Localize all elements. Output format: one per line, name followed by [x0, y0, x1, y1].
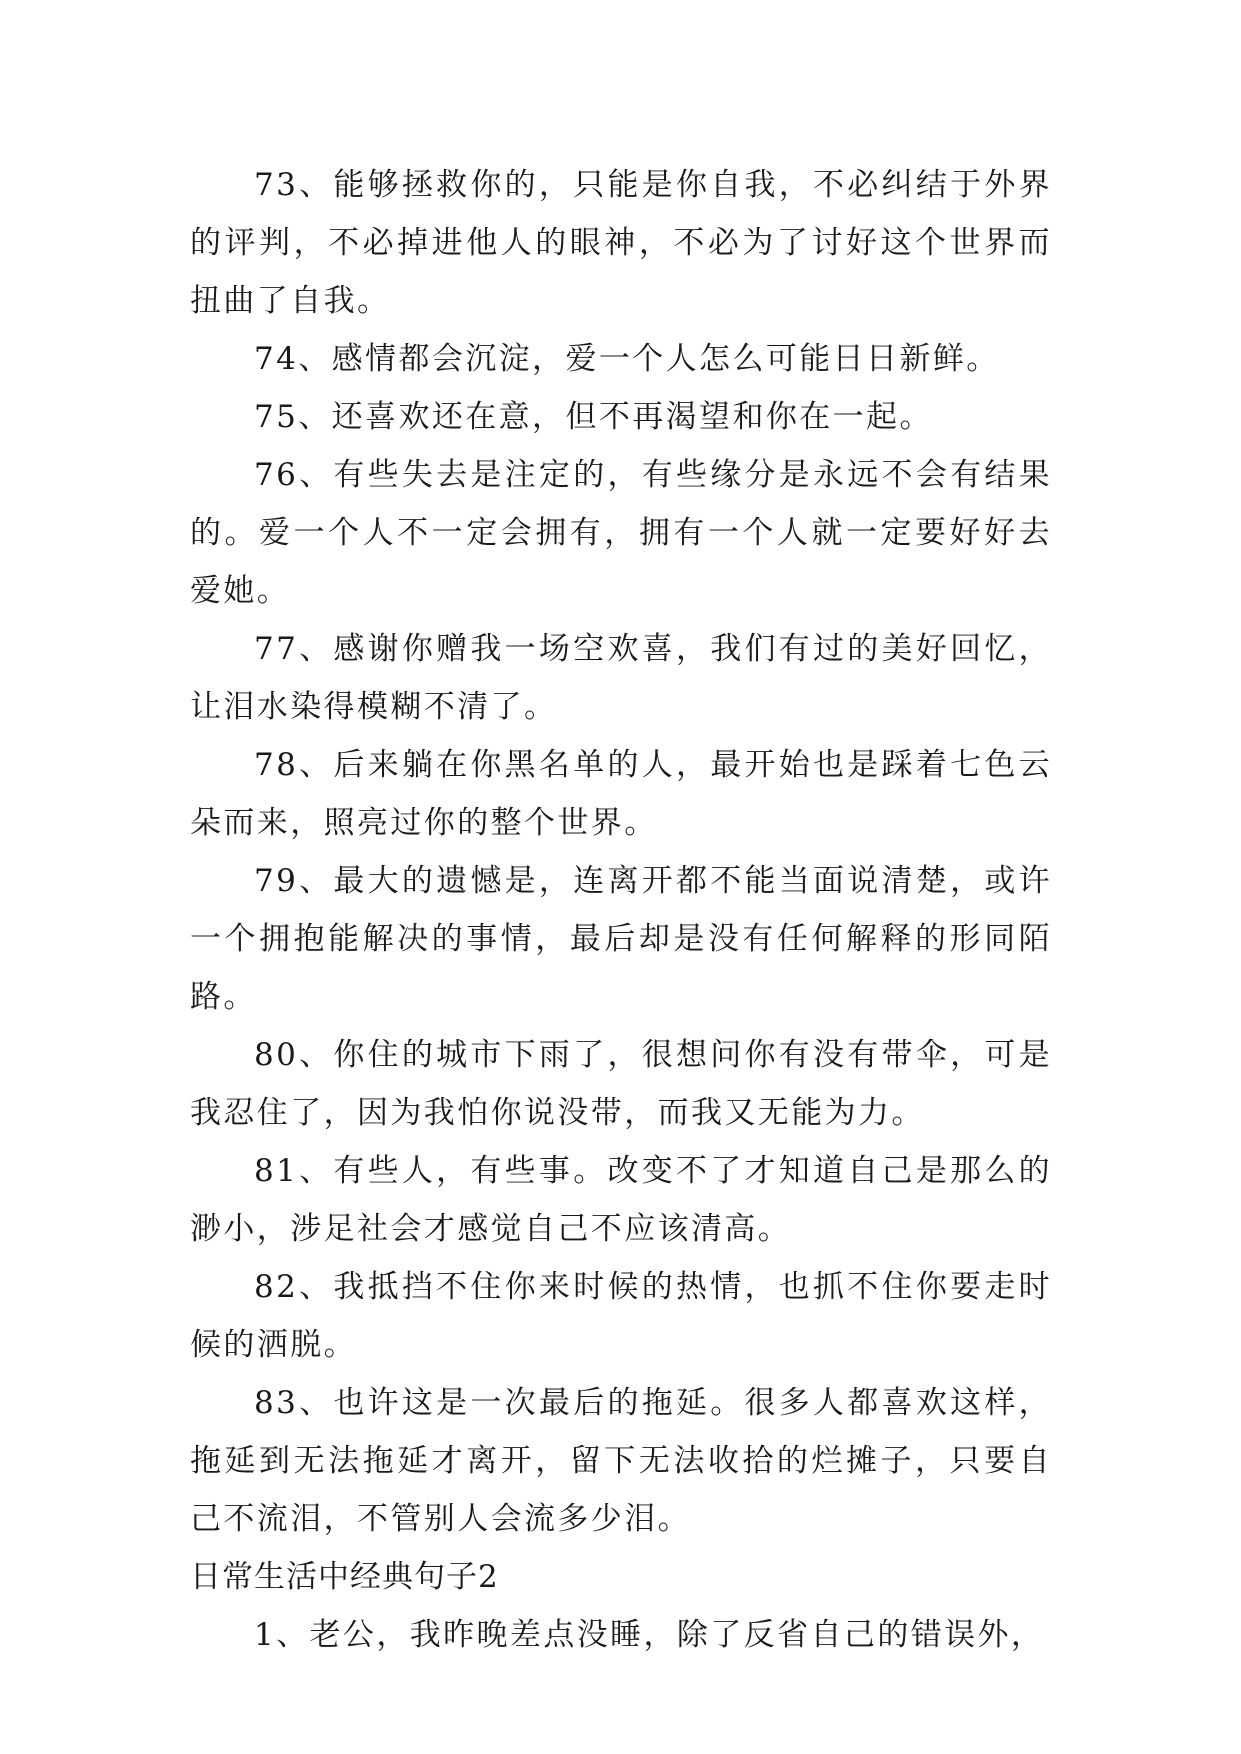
paragraph-80: 80、你住的城市下雨了，很想问你有没有带伞，可是我忍住了，因为我怕你说没带，而我又无能为力。	[190, 1037, 1052, 1131]
paragraph-79: 79、最大的遗憾是，连离开都不能当面说清楚，或许一个拥抱能解决的事情，最后却是没有任何解释的形同陌路。	[190, 863, 1052, 1015]
document-body	[190, 156, 1052, 1664]
paragraph-73: 73、能够拯救你的，只能是你自我，不必纠结于外界的评判，不必掉进他人的眼神，不必为了讨好这个世界而扭曲了自我。	[190, 167, 1052, 319]
section-paragraph-1: 1、老公，我昨晚差点没睡，除了反省自己的错误外，	[254, 1617, 1045, 1653]
section-heading: 日常生活中经典句子2	[190, 1559, 499, 1595]
paragraph-76: 76、有些失去是注定的，有些缘分是永远不会有结果的。爱一个人不一定会拥有，拥有一个人就一定要好好去爱她。	[190, 457, 1052, 609]
paragraph-74: 74、感情都会沉淀，爱一个人怎么可能日日新鲜。	[254, 341, 1000, 377]
paragraph-82: 82、我抵挡不住你来时候的热情，也抓不住你要走时候的洒脱。	[190, 1269, 1052, 1363]
paragraph-78: 78、后来躺在你黑名单的人，最开始也是踩着七色云朵而来，照亮过你的整个世界。	[190, 747, 1052, 841]
paragraph-83: 83、也许这是一次最后的拖延。很多人都喜欢这样，拖延到无法拖延才离开，留下无法收拾的烂摊子，只要自己不流泪，不管别人会流多少泪。	[190, 1385, 1052, 1537]
paragraph-75: 75、还喜欢还在意，但不再渴望和你在一起。	[254, 399, 933, 435]
paragraph-81: 81、有些人，有些事。改变不了才知道自己是那么的渺小，涉足社会才感觉自己不应该清高。	[190, 1153, 1052, 1247]
paragraph-77: 77、感谢你赠我一场空欢喜，我们有过的美好回忆，让泪水染得模糊不清了。	[190, 631, 1052, 725]
